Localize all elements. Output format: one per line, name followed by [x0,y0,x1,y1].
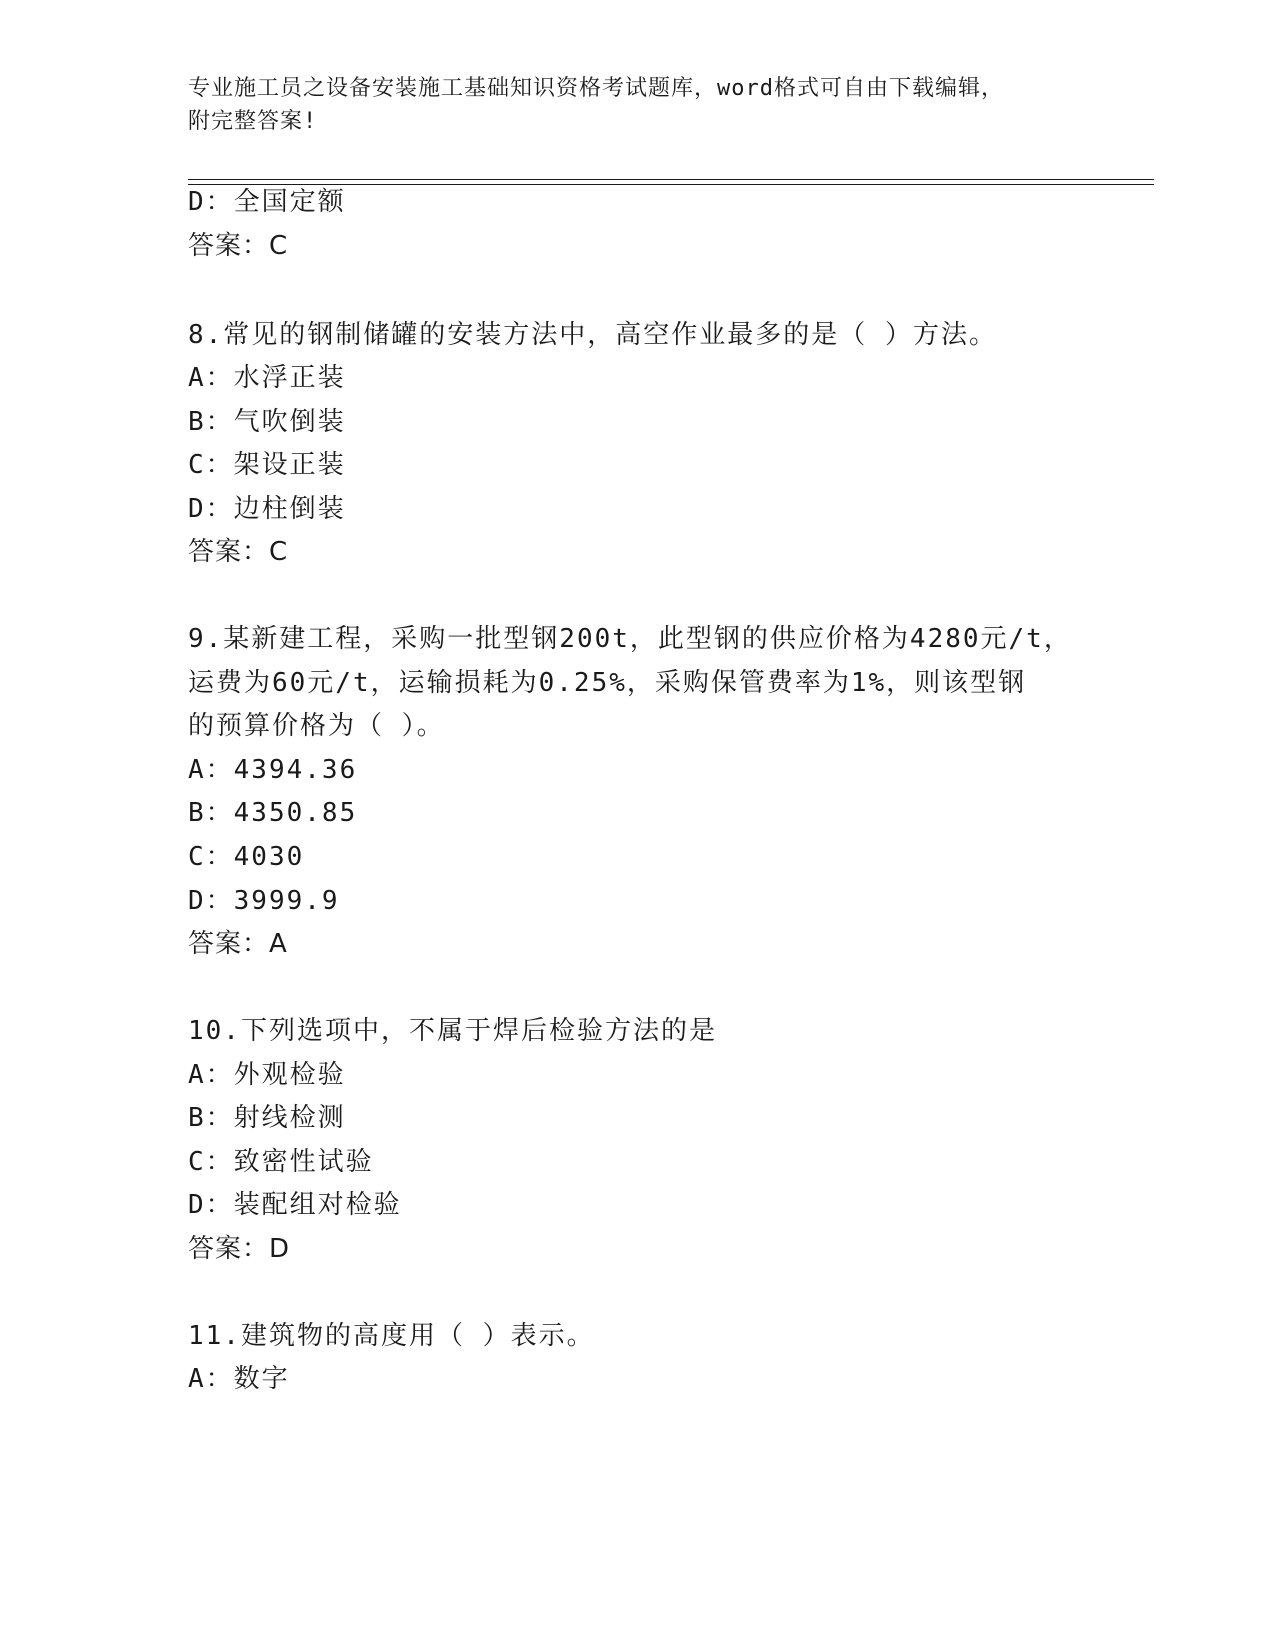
question-10-stem: 10.下列选项中，不属于焊后检验方法的是 [188,1016,717,1046]
question-8-answer: 答案：C [188,537,289,567]
question-9-option-b: B：4350.85 [188,798,358,828]
document-header [188,72,1068,138]
question-9-stem-line-2: 运费为60元/t，运输损耗为0.25%，采购保管费率为1%，则该型钢 [188,668,1027,698]
option-d-prev: D：全国定额 [188,187,346,217]
header-title-line-1: 专业施工员之设备安装施工基础知识资格考试题库，word格式可自由下载编辑， [188,76,1004,101]
question-8-option-a: A：水浮正装 [188,363,346,393]
question-11-option-a: A：数字 [188,1364,290,1394]
question-10-option-c: C：致密性试验 [188,1147,374,1177]
question-8-option-c: C：架设正装 [188,450,346,480]
header-title-line-2: 附完整答案! [188,109,318,134]
question-8-option-d: D：边柱倒装 [188,494,346,524]
question-10-option-a: A：外观检验 [188,1060,346,1090]
question-8-stem: 8.常见的钢制储罐的安装方法中，高空作业最多的是（ ）方法。 [188,320,997,350]
question-9-answer: 答案：A [188,929,288,959]
question-9-stem-line-3: 的预算价格为（ ）。 [188,711,445,741]
question-9-option-a: A：4394.36 [188,755,358,785]
question-8-option-b: B：气吹倒装 [188,407,346,437]
question-11-stem: 11.建筑物的高度用（ ）表示。 [188,1321,595,1351]
question-9-option-c: C：4030 [188,842,305,872]
header-divider-top [188,179,1154,180]
question-9-option-d: D：3999.9 [188,886,340,916]
question-10-answer: 答案：D [188,1234,291,1264]
answer-prev: 答案：C [188,231,289,261]
question-10-option-d: D：装配组对检验 [188,1190,402,1220]
question-10-option-b: B：射线检测 [188,1103,346,1133]
question-9-stem-line-1: 9.某新建工程，采购一批型钢200t，此型钢的供应价格为4280元/t， [188,624,1072,654]
